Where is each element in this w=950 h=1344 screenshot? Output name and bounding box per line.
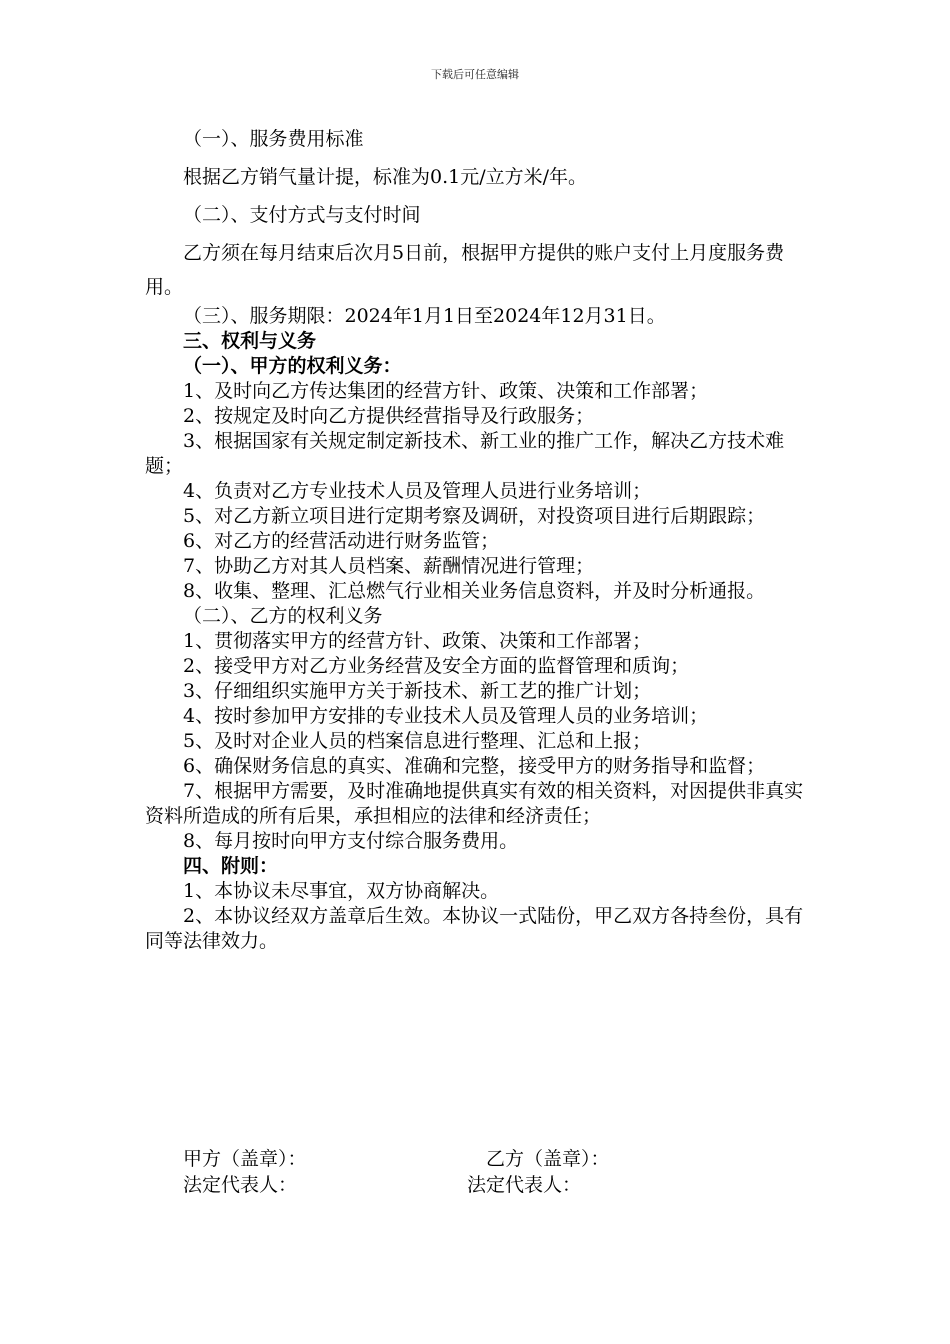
rights-heading: 三、权利与义务 xyxy=(183,330,317,352)
party-b-seal-label: 乙方（盖章）： xyxy=(486,1148,610,1170)
service-period: （三）、服务期限：2024年1月1日至2024年12月31日。 xyxy=(183,305,666,327)
list-item: 4、按时参加甲方安排的专业技术人员及管理人员的业务培训； xyxy=(183,705,709,727)
appendix-list xyxy=(145,879,810,954)
list-item: 3、根据国家有关规定制定新技术、新工业的推广工作，解决乙方技术难题； xyxy=(145,430,785,477)
list-item: 5、对乙方新立项目进行定期考察及调研，对投资项目进行后期跟踪； xyxy=(183,505,766,527)
list-item: 6、对乙方的经营活动进行财务监管； xyxy=(183,530,500,552)
list-item: 1、及时向乙方传达集团的经营方针、政策、决策和工作部署； xyxy=(183,380,709,402)
list-item: 3、仔细组织实施甲方关于新技术、新工艺的推广计划； xyxy=(183,680,652,702)
party-a-heading: （一）、甲方的权利义务： xyxy=(183,355,402,377)
document-body xyxy=(145,118,810,954)
list-item: 1、贯彻落实甲方的经营方针、政策、决策和工作部署； xyxy=(183,630,652,652)
list-item: 7、根据甲方需要，及时准确地提供真实有效的相关资料，对因提供非真实资料所造成的所有后果，承担相应的法律和经济责任； xyxy=(145,780,804,827)
list-item: 2、本协议经双方盖章后生效。本协议一式陆份，甲乙双方各持叁份，具有同等法律效力。 xyxy=(145,905,804,952)
fee-standard-heading: （一）、服务费用标准 xyxy=(183,128,364,150)
list-item: 6、确保财务信息的真实、准确和完整，接受甲方的财务指导和监督； xyxy=(183,755,766,777)
list-item: 2、按规定及时向乙方提供经营指导及行政服务； xyxy=(183,405,595,427)
party-b-list xyxy=(145,629,810,854)
party-b-heading: （二）、乙方的权利义务 xyxy=(183,605,383,627)
list-item: 2、接受甲方对乙方业务经营及安全方面的监督管理和质询； xyxy=(183,655,690,677)
list-item: 4、负责对乙方专业技术人员及管理人员进行业务培训； xyxy=(183,480,652,502)
party-a-seal-label: 甲方（盖章）： xyxy=(183,1148,307,1170)
party-a-rep-label: 法定代表人： xyxy=(183,1174,298,1196)
list-item: 7、协助乙方对其人员档案、薪酬情况进行管理； xyxy=(183,555,595,577)
payment-text: 乙方须在每月结束后次月5日前，根据甲方提供的账户支付上月度服务费用。 xyxy=(145,242,785,298)
party-b-rep-label: 法定代表人： xyxy=(467,1174,582,1196)
appendix-heading: 四、附则： xyxy=(183,855,279,877)
list-item: 8、收集、整理、汇总燃气行业相关业务信息资料，并及时分析通报。 xyxy=(183,580,766,602)
list-item: 1、本协议未尽事宜，双方协商解决。 xyxy=(183,880,500,902)
list-item: 5、及时对企业人员的档案信息进行整理、汇总和上报； xyxy=(183,730,652,752)
party-a-list xyxy=(145,379,810,604)
page-header-note: 下载后可任意编辑 xyxy=(431,68,519,81)
list-item: 8、每月按时向甲方支付综合服务费用。 xyxy=(183,830,519,852)
payment-heading: （二）、支付方式与支付时间 xyxy=(183,204,421,226)
fee-standard-text: 根据乙方销气量计提，标准为0.1元/立方米/年。 xyxy=(183,166,588,188)
